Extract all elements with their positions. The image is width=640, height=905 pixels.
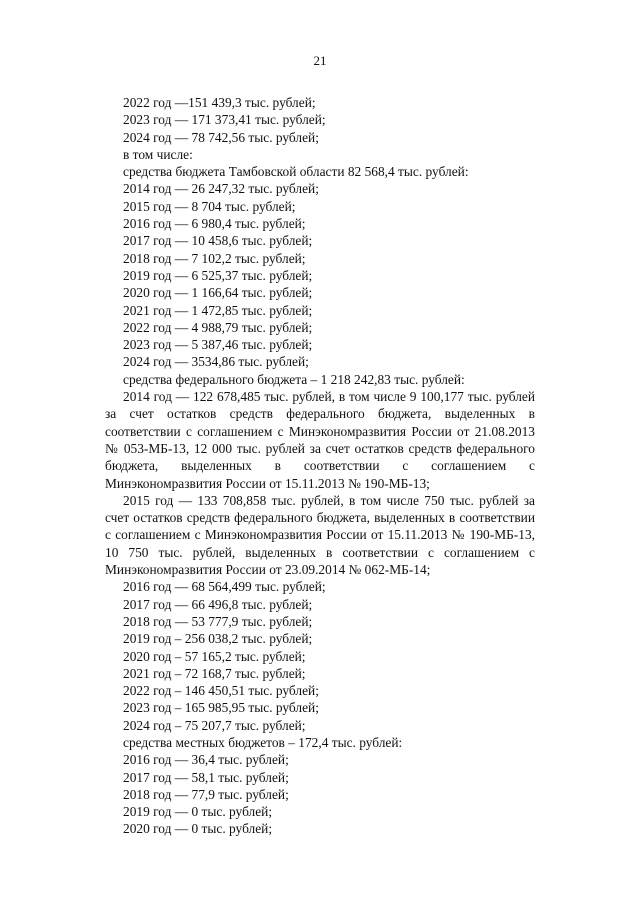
text-line: 2018 год — 53 777,9 тыс. рублей; — [123, 613, 313, 629]
text-line: в том числе: — [123, 146, 193, 162]
text-line: средства бюджета Тамбовской области 82 568,4 тыс. рублей: — [123, 164, 469, 180]
text-line: 2022 год —151 439,3 тыс. рублей; — [123, 95, 316, 110]
text-line: 2016 год — 6 980,4 тыс. рублей; — [123, 216, 306, 232]
text-line: 2019 год — 0 тыс. рублей; — [123, 804, 273, 820]
text-line: 2023 год – 165 985,95 тыс. рублей; — [123, 700, 319, 716]
text-line: 2014 год — 26 247,32 тыс. рублей; — [123, 181, 319, 197]
paragraph-2014: 2014 год — 122 678,485 тыс. рублей, в том числе 9 100,177 тыс. рублей за счет остатков средств федерального бюджета, выделенных в соответствии с соглашением с Минэкономразвития России от 21.08.2013 № 053-МБ-13, 12 000 тыс. рублей за счет остатков средств федерального бюджета, выделенных в соответствии с соглашением с Минэкономразвития России от 15.11.2013 № 190-МБ-13; — [105, 389, 535, 491]
text-line: средства федерального бюджета – 1 218 242,83 тыс. рублей: — [123, 371, 465, 387]
text-line: 2022 год — 4 988,79 тыс. рублей; — [123, 319, 313, 335]
text-line: 2024 год – 75 207,7 тыс. рублей; — [123, 717, 306, 733]
text-line: 2019 год — 6 525,37 тыс. рублей; — [123, 267, 313, 283]
page-number: 21 — [313, 53, 327, 68]
text-line: 2019 год – 256 038,2 тыс. рублей; — [123, 631, 313, 647]
text-line: средства местных бюджетов – 172,4 тыс. рублей: — [123, 734, 403, 750]
text-line: 2021 год – 72 168,7 тыс. рублей; — [123, 665, 306, 681]
text-line: 2024 год — 3534,86 тыс. рублей; — [123, 354, 309, 370]
text-line: 2020 год – 57 165,2 тыс. рублей; — [123, 648, 306, 664]
text-line: 2015 год — 8 704 тыс. рублей; — [123, 198, 296, 214]
text-line: 2023 год — 5 387,46 тыс. рублей; — [123, 337, 313, 353]
text-line: 2017 год — 58,1 тыс. рублей; — [123, 769, 289, 785]
text-line: 2016 год — 36,4 тыс. рублей; — [123, 752, 289, 768]
text-line: 2023 год — 171 373,41 тыс. рублей; — [123, 112, 326, 128]
text-line: 2018 год — 77,9 тыс. рублей; — [123, 786, 289, 802]
paragraph-2015: 2015 год — 133 708,858 тыс. рублей, в том числе 750 тыс. рублей за счет остатков средств федерального бюджета, выделенных в соответствии с соглашением с Минэкономразвития России от 15.11.2013 № 190-МБ-13, 10 750 тыс. рублей, выделенных в соответствии с соглашением с Минэкономразвития России от 23.09.2014 № 062-МБ-14; — [105, 492, 535, 578]
page-content — [105, 94, 535, 838]
text-line: 2021 год — 1 472,85 тыс. рублей; — [123, 302, 313, 318]
text-line: 2022 год – 146 450,51 тыс. рублей; — [123, 683, 319, 699]
text-line: 2020 год — 0 тыс. рублей; — [123, 821, 273, 837]
text-line: 2018 год — 7 102,2 тыс. рублей; — [123, 250, 306, 266]
text-line: 2024 год — 78 742,56 тыс. рублей; — [123, 129, 319, 145]
text-line: 2017 год — 10 458,6 тыс. рублей; — [123, 233, 313, 249]
text-line: 2020 год — 1 166,64 тыс. рублей; — [123, 285, 313, 301]
text-line: 2017 год — 66 496,8 тыс. рублей; — [123, 596, 313, 612]
text-line: 2016 год — 68 564,499 тыс. рублей; — [123, 579, 326, 595]
